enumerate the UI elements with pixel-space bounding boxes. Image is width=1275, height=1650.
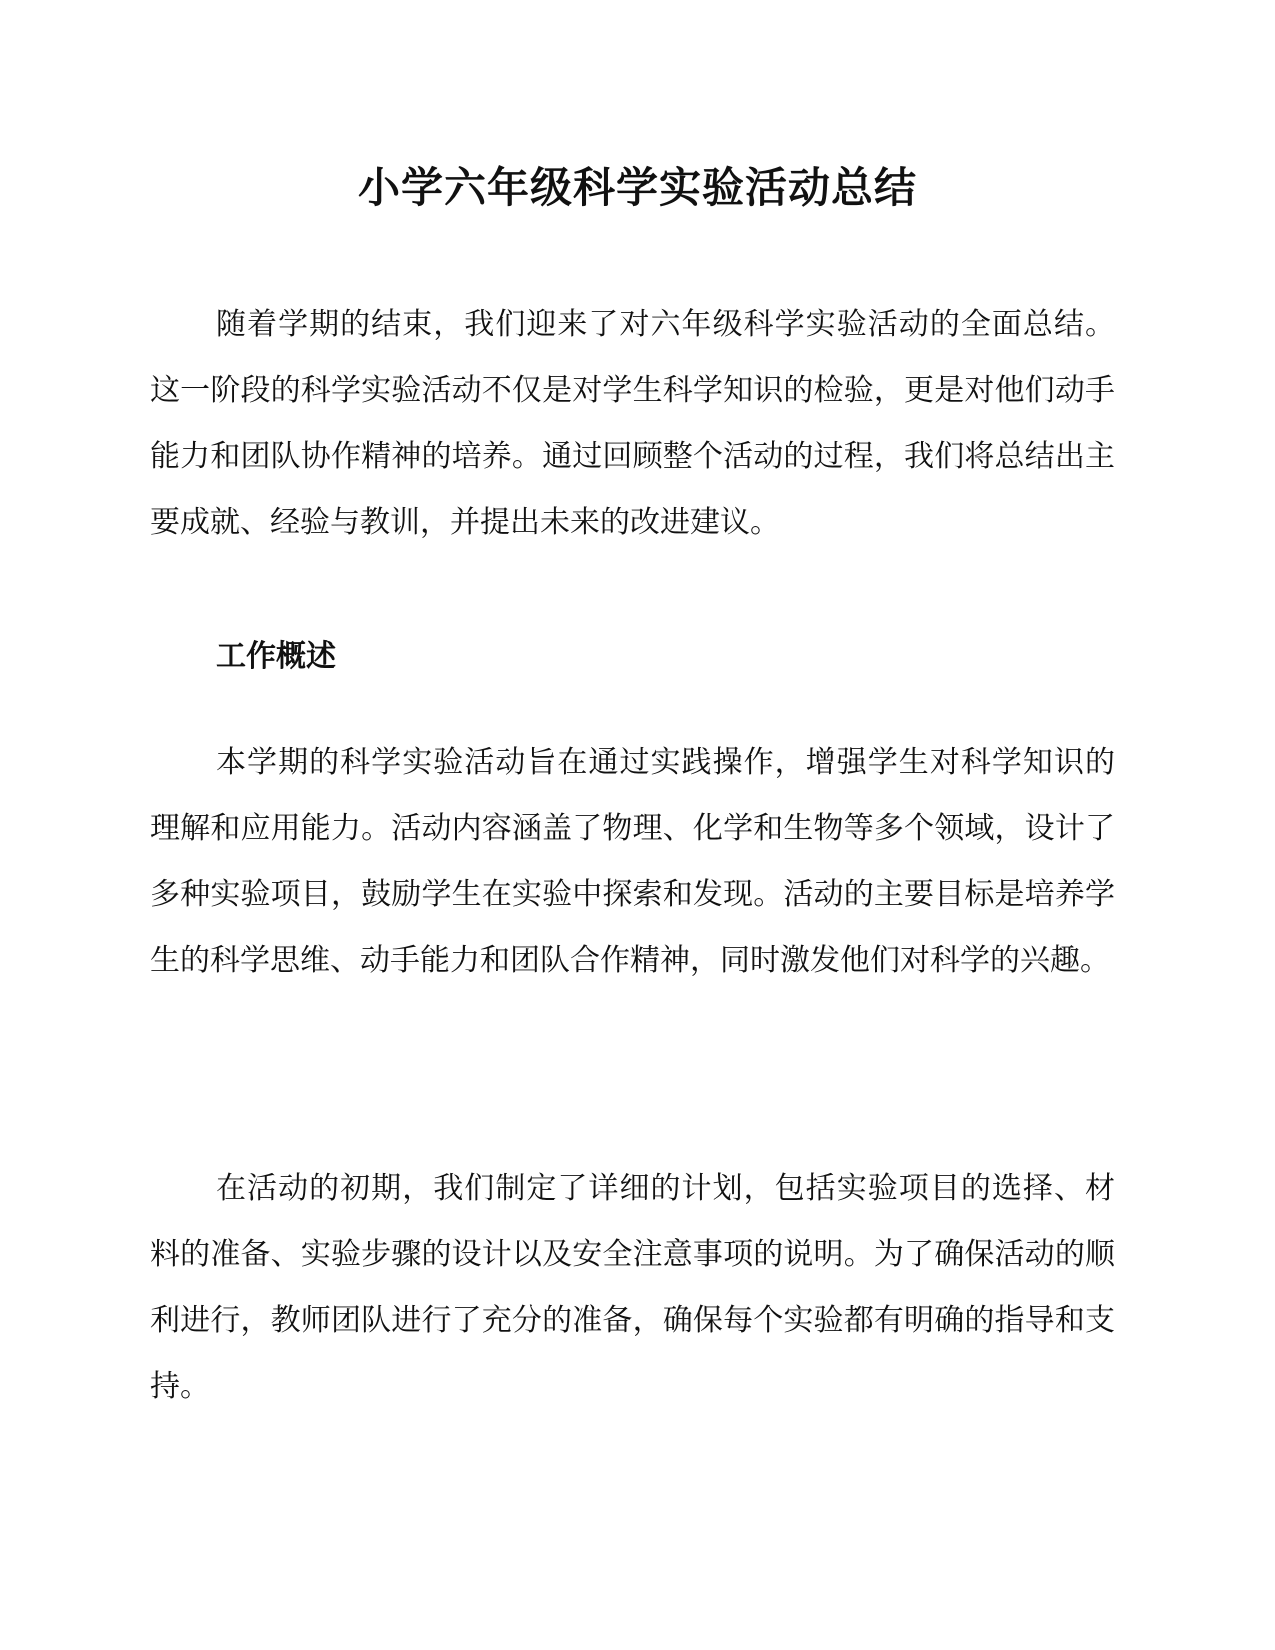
section-heading: 工作概述: [216, 639, 336, 674]
document-title: 小学六年级科学实验活动总结: [357, 163, 917, 212]
overview-paragraph: 本学期的科学实验活动旨在通过实践操作，增强学生对科学知识的理解和应用能力。活动内容涵盖了物理、化学和生物等多个领域，设计了多种实验项目，鼓励学生在实验中探索和发现。活动的主要目标是培养学生的科学思维、动手能力和团队合作精神，同时激发他们对科学的兴趣。: [150, 745, 1115, 978]
intro-paragraph: 随着学期的结束，我们迎来了对六年级科学实验活动的全面总结。这一阶段的科学实验活动不仅是对学生科学知识的检验，更是对他们动手能力和团队协作精神的培养。通过回顾整个活动的过程，我们将总结出主要成就、经验与教训，并提出未来的改进建议。: [150, 307, 1115, 540]
planning-paragraph: 在活动的初期，我们制定了详细的计划，包括实验项目的选择、材料的准备、实验步骤的设计以及安全注意事项的说明。为了确保活动的顺利进行，教师团队进行了充分的准备，确保每个实验都有明确的指导和支持。: [150, 1171, 1115, 1404]
